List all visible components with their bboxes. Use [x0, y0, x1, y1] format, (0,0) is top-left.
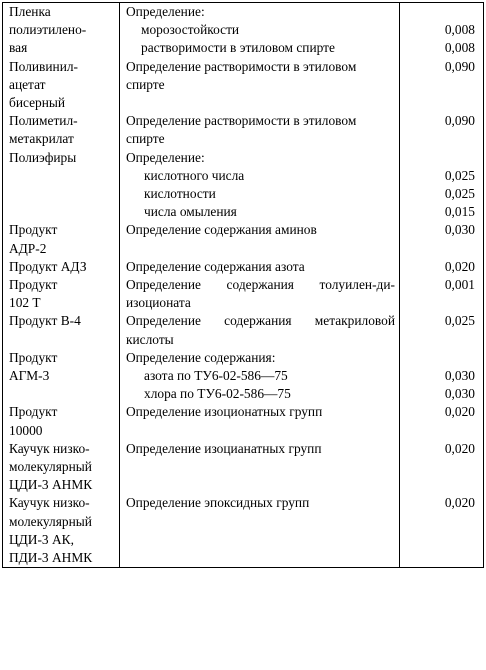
table-row [3, 403, 484, 439]
value-cell [400, 349, 484, 404]
value-cell [400, 58, 484, 113]
method-line: спирте [126, 76, 165, 92]
substance-line: Каучук низко- [9, 440, 90, 456]
value-line: 0,020 [444, 440, 475, 456]
table-row [3, 276, 484, 312]
method-line: Определение содержания метакриловой [126, 313, 395, 329]
substance-cell [3, 149, 120, 222]
method-line: Определение содержания азота [126, 258, 305, 274]
method-line: Определение эпоксидных групп [126, 495, 310, 511]
table-row [3, 221, 484, 257]
table-row [3, 58, 484, 113]
substance-cell [3, 221, 120, 257]
method-line: Определение: [126, 4, 205, 19]
substance-line: Продукт [9, 277, 58, 293]
method-line: растворимости в этиловом спирте [141, 40, 335, 56]
substance-line: Продукт [9, 404, 58, 420]
substance-cell [3, 403, 120, 439]
value-line: 0,020 [444, 495, 475, 511]
substance-cell [3, 58, 120, 113]
substance-line: Продукт В-4 [9, 313, 81, 329]
method-line: Определение: [126, 149, 205, 165]
value-line: 0,090 [444, 113, 475, 129]
method-cell [120, 221, 400, 257]
method-line: азота по ТУ6-02-586—75 [144, 368, 288, 384]
method-cell [120, 3, 400, 58]
value-line: 0,030 [444, 368, 475, 384]
table-row [3, 258, 484, 276]
substance-line: вая [9, 40, 28, 56]
method-cell [120, 258, 400, 276]
value-line: 0,025 [444, 313, 475, 329]
method-line: Определение изоцианатных групп [126, 440, 322, 456]
value-line [400, 149, 475, 167]
substance-line: метакрилат [9, 131, 74, 147]
substance-line: ПДИ-3 АНМК [9, 550, 93, 566]
substance-cell [3, 494, 120, 567]
substance-line: АГМ-3 [9, 368, 50, 384]
method-line: хлора по ТУ6-02-586—75 [144, 386, 291, 402]
method-line: кислотного числа [144, 167, 245, 183]
substance-cell [3, 312, 120, 348]
value-line: 0,025 [444, 186, 475, 202]
method-line: кислотности [144, 186, 216, 202]
value-cell [400, 403, 484, 439]
method-line: Определение растворимости в этиловом [126, 58, 357, 74]
reagent-table [2, 2, 484, 568]
method-line: кислоты [126, 331, 174, 347]
value-line: 0,020 [444, 404, 475, 420]
substance-line: ЦДИ-3 АК, [9, 531, 74, 547]
value-line: 0,090 [444, 58, 475, 74]
method-line: морозостойкости [141, 22, 240, 38]
method-cell [120, 58, 400, 113]
table-row [3, 112, 484, 148]
substance-line: ацетат [9, 76, 46, 92]
method-line: изоционата [126, 295, 191, 311]
method-line: Определение содержания: [126, 349, 276, 365]
substance-line: Полиметил- [9, 113, 78, 129]
substance-line: Пленка [9, 4, 51, 19]
value-line [400, 3, 475, 21]
substance-cell [3, 349, 120, 404]
table-row [3, 440, 484, 495]
method-cell [120, 403, 400, 439]
method-cell [120, 494, 400, 567]
method-cell [120, 112, 400, 148]
substance-line: АДР-2 [9, 240, 47, 256]
method-cell [120, 440, 400, 495]
table-row [3, 149, 484, 222]
value-line [400, 349, 475, 367]
value-cell [400, 3, 484, 58]
method-cell [120, 276, 400, 312]
substance-cell [3, 112, 120, 148]
method-line: спирте [126, 131, 165, 147]
method-cell [120, 149, 400, 222]
substance-line: ЦДИ-3 АНМК [9, 477, 93, 493]
substance-cell [3, 276, 120, 312]
value-line: 0,001 [444, 277, 475, 293]
value-cell [400, 221, 484, 257]
value-cell [400, 312, 484, 348]
value-line: 0,008 [444, 22, 475, 38]
method-cell [120, 312, 400, 348]
substance-line: Продукт АДЗ [9, 258, 87, 274]
value-line: 0,030 [444, 386, 475, 402]
method-line: числа омыления [144, 204, 237, 220]
substance-line: бисерный [9, 95, 66, 111]
value-cell [400, 149, 484, 222]
table-row [3, 312, 484, 348]
substance-line: Каучук низко- [9, 495, 90, 511]
substance-line: полиэтилено- [9, 22, 87, 38]
substance-line: Поливинил- [9, 58, 78, 74]
method-line: Определение содержания аминов [126, 222, 317, 238]
substance-line: молекулярный [9, 513, 92, 529]
value-line: 0,025 [444, 167, 475, 183]
value-cell [400, 112, 484, 148]
substance-cell [3, 258, 120, 276]
method-line: Определение изоционатных групп [126, 404, 323, 420]
substance-line: Продукт [9, 349, 58, 365]
value-line: 0,008 [444, 40, 475, 56]
value-cell [400, 258, 484, 276]
value-cell [400, 494, 484, 567]
substance-line: 10000 [9, 422, 43, 438]
value-line: 0,015 [444, 204, 475, 220]
value-line: 0,030 [444, 222, 475, 238]
substance-line: 102 Т [9, 295, 41, 311]
substance-line: Продукт [9, 222, 58, 238]
table-row [3, 494, 484, 567]
substance-line: молекулярный [9, 459, 92, 475]
method-cell [120, 349, 400, 404]
table-row [3, 349, 484, 404]
table-row [3, 3, 484, 58]
value-line: 0,020 [444, 258, 475, 274]
method-line: Определение содержания толуилен-ди- [126, 277, 395, 293]
substance-line: Полиэфиры [9, 149, 77, 165]
method-line: Определение растворимости в этиловом [126, 113, 357, 129]
substance-cell [3, 3, 120, 58]
value-cell [400, 276, 484, 312]
substance-cell [3, 440, 120, 495]
value-cell [400, 440, 484, 495]
